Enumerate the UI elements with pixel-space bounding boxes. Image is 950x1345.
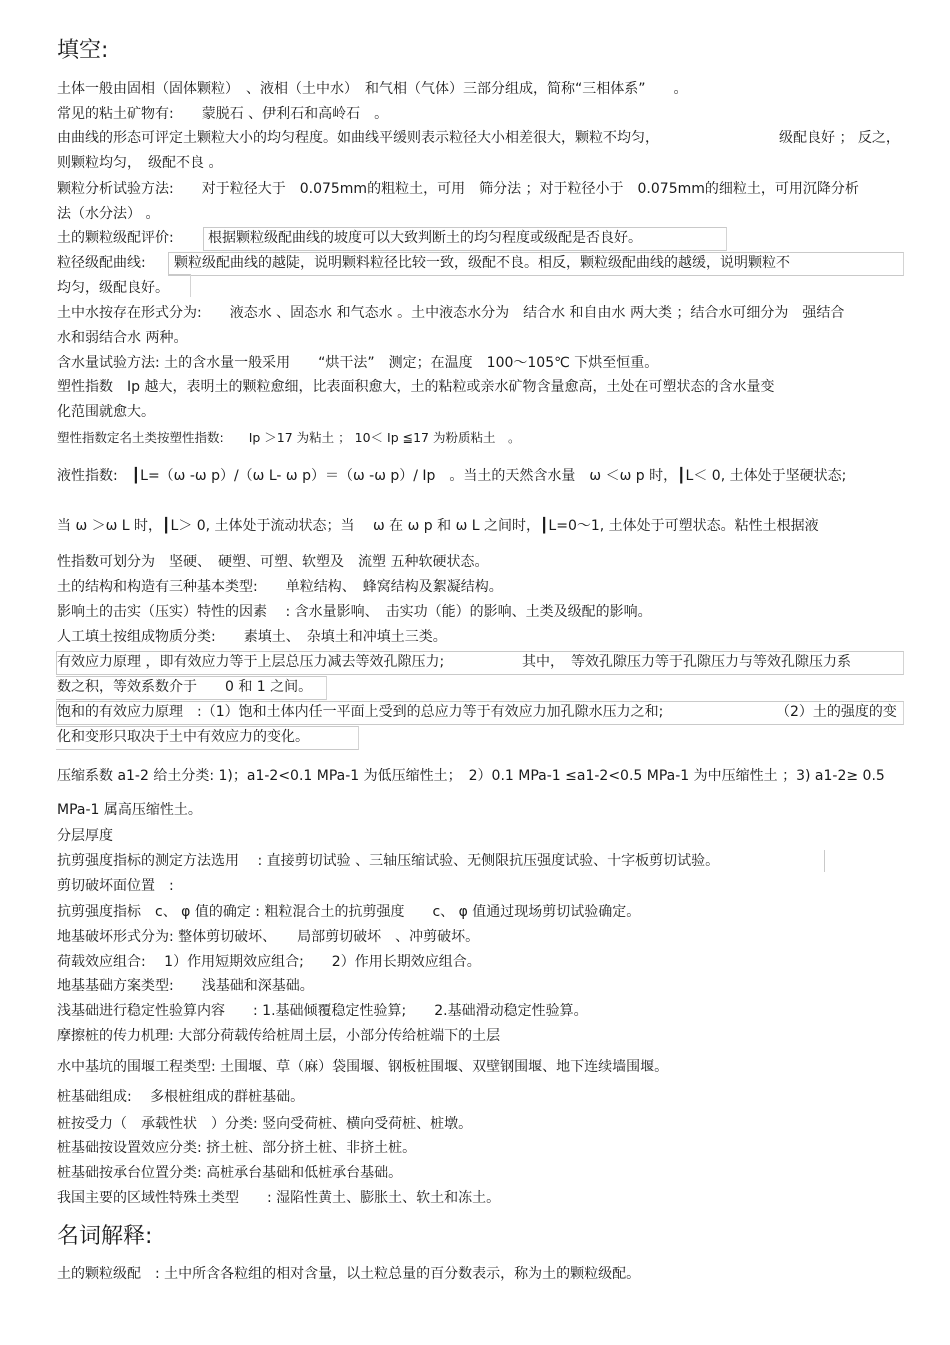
text-line: 抗剪强度指标的测定方法选用 : 直接剪切试验 、三轴压缩试验、无侧限抗压强度试验、十字板剪切试验。 <box>57 853 720 869</box>
text-line: 人工填土按组成物质分类: 素填土、 杂填土和冲填土三类。 <box>57 629 447 645</box>
heading-terms: 名词解释: <box>57 1224 153 1249</box>
text-line: 根据颗粒级配曲线的坡度可以大致判断土的均匀程度或级配是否良好。 <box>208 230 642 246</box>
text-line: 地基基础方案类型: 浅基础和深基础。 <box>57 978 314 994</box>
frame-box <box>168 274 191 297</box>
text-line: 由曲线的形态可评定土颗粒大小的均匀程度。如曲线平缓则表示粒径大小相差很大，颗粒不均匀， <box>57 130 659 146</box>
text-line: 则颗粒均匀， 级配不良 。 <box>57 155 223 171</box>
text-line: 压缩系数 a1-2 给土分类: 1)；a1-2<0.1 MPa-1 为低压缩性土； 2）0.1 MPa-1 ≤a1-2<0.5 MPa-1 为中压缩性土 ；3) a1-2≥ 0.5 <box>57 768 885 784</box>
text-line: 常见的粘土矿物有: 蒙脱石 、伊利石和高岭石 。 <box>57 106 389 122</box>
frame-box <box>824 850 826 872</box>
text-line: 塑性指数 Ip 越大，表明土的颗粒愈细，比表面积愈大，土的粘粒或亲水矿物含量愈高，土处在可塑状态的含水量变 <box>57 379 775 395</box>
text-line: 土体一般由固相（固体颗粒） 、液相（土中水） 和气相（气体）三部分组成，简称“三相体系” 。 <box>57 81 688 97</box>
heading-fill-blank: 填空: <box>57 38 109 63</box>
text-line: 浅基础进行稳定性验算内容 : 1.基础倾覆稳定性验算; 2.基础滑动稳定性验算。 <box>57 1003 588 1019</box>
text-line: 桩基础组成: 多根桩组成的群桩基础。 <box>57 1089 305 1105</box>
text-line: 桩按受力（ 承载性状 ）分类: 竖向受荷桩、横向受荷桩、桩墩。 <box>57 1116 473 1132</box>
text-line: 土的颗粒级配 : 土中所含各粒组的相对含量，以土粒总量的百分数表示，称为土的颗粒级配。 <box>57 1266 641 1282</box>
text-line: 土的颗粒级配评价: <box>57 230 174 246</box>
text-line: 摩擦桩的传力机理: 大部分荷载传给桩周土层，小部分传给桩端下的土层 <box>57 1028 501 1044</box>
text-line: 颗粒级配曲线的越陡，说明颗料粒径比较一致，级配不良。相反，颗粒级配曲线的越缓，说明颗粒不 <box>174 255 790 271</box>
text-line: 桩基础按承台位置分类: 高桩承台基础和低桩承台基础。 <box>57 1165 403 1181</box>
text-line: 液性指数: ┃L=（ω -ω p）/（ω L- ω p）＝（ω -ω p）/ Ip 。当土的天然含水量 ω ＜ω p 时，┃L＜ 0, 土体处于坚硬状态; <box>57 468 847 484</box>
text-line: 有效应力原理 ，即有效应力等于上层总压力减去等效孔隙压力; <box>57 654 445 670</box>
text-line: 塑性指数定名土类按塑性指数: Ip ＞17 为粘土 ； 10＜ Ip ≦17 为粉质粘土 。 <box>57 430 521 445</box>
text-line: 分层厚度 <box>57 828 113 844</box>
text-line: 桩基础按设置效应分类: 挤土桩、部分挤土桩、非挤土桩。 <box>57 1140 417 1156</box>
text-line: 水和弱结合水 两种。 <box>57 330 188 346</box>
text-line: 性指数可划分为 坚硬、 硬塑、可塑、软塑及 流塑 五种软硬状态。 <box>57 554 489 570</box>
text-line: MPa-1 属高压缩性土。 <box>57 802 202 818</box>
text-line: 影响土的击实（压实）特性的因素 : 含水量影响、 击实功（能）的影响、土类及级配的影响。 <box>57 604 652 620</box>
text-line: 颗粒分析试验方法: 对于粒径大于 0.075mm的粗粒土，可用 筛分法 ；对于粒径小于 0.075mm的细粒土，可用沉降分析 <box>57 181 859 197</box>
text-line: 土的结构和构造有三种基本类型: 单粒结构、 蜂窝结构及絮凝结构。 <box>57 579 503 595</box>
text-line: 均匀，级配良好。 <box>57 280 169 296</box>
text-line: 饱和的有效应力原理 :（1）饱和土体内任一平面上受到的总应力等于有效应力加孔隙水压力之和; <box>57 704 664 720</box>
text-line: 剪切破坏面位置 : <box>57 878 174 894</box>
text-line: 其中， 等效孔隙压力等于孔隙压力与等效孔隙压力系 <box>522 654 851 670</box>
text-line: 抗剪强度指标 c、 φ 值的确定 : 粗粒混合土的抗剪强度 c、 φ 值通过现场剪切试验确定。 <box>57 904 641 920</box>
text-line: （2）土的强度的变 <box>776 704 897 720</box>
text-line: 含水量试验方法: 土的含水量一般采用 “烘干法” 测定；在温度 100～105℃ 下烘至恒重。 <box>57 355 659 371</box>
text-line: 化和变形只取决于土中有效应力的变化。 <box>57 729 309 745</box>
text-line: 荷载效应组合: 1）作用短期效应组合; 2）作用长期效应组合。 <box>57 954 481 970</box>
text-line: 粒径级配曲线: <box>57 255 146 271</box>
text-line: 水中基坑的围堰工程类型: 土围堰、草（麻）袋围堰、钢板桩围堰、双壁钢围堰、地下连续墙围堰。 <box>57 1059 669 1075</box>
text-line: 我国主要的区域性特殊土类型 : 湿陷性黄土、膨胀土、软土和冻土。 <box>57 1190 501 1206</box>
text-line: 法（水分法） 。 <box>57 206 160 222</box>
text-line: 数之积，等效系数介于 0 和 1 之间。 <box>57 679 313 695</box>
text-line: 土中水按存在形式分为: 液态水 、固态水 和气态水 。土中液态水分为 结合水 和自由水 两大类 ；结合水可细分为 强结合 <box>57 305 845 321</box>
text-line: 当 ω ＞ω L 时，┃L＞ 0, 土体处于流动状态；当 ω 在 ω p 和 ω L 之间时，┃L=0～1, 土体处于可塑状态。粘性土根据液 <box>57 518 819 534</box>
text-line: 级配良好 ； 反之， <box>779 130 900 146</box>
text-line: 化范围就愈大。 <box>57 404 155 420</box>
text-line: 地基破坏形式分为: 整体剪切破坏、 局部剪切破坏 、冲剪破坏。 <box>57 929 480 945</box>
